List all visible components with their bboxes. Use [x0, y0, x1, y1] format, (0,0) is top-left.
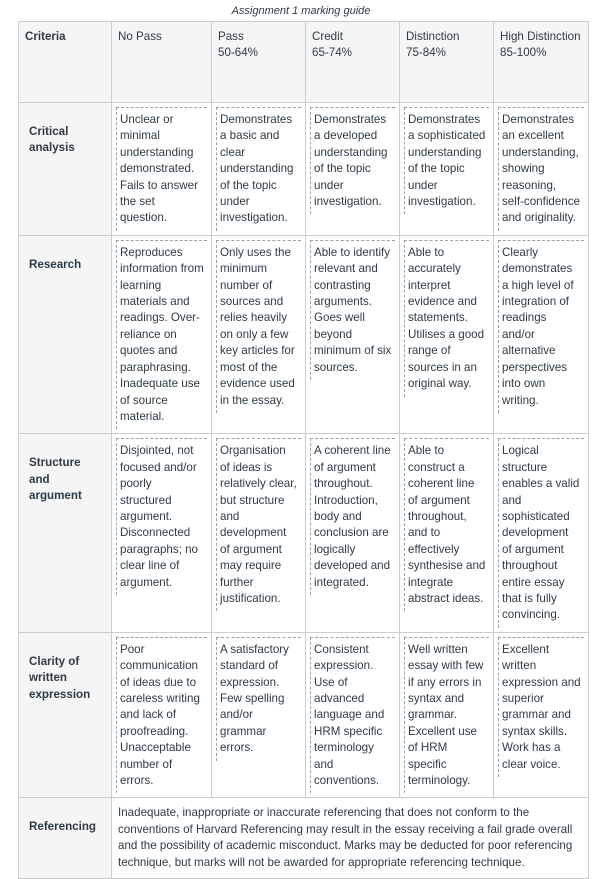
header-no-pass: [112, 22, 212, 103]
cell-text: Inadequate, inappropriate or inaccurate referencing that does not conform to the conventions of Harvard Referencing may result in the essay receiving a fail grade overall and the possibility of academic misconduct. Marks may be deducted for poor referencing technique, but marks will not be awarded for appropriate referencing technique.: [118, 806, 573, 869]
cell-text: Logical structure enables a valid and sophisticated development of argument throughout entire essay that is fully convincing.: [498, 438, 584, 627]
header-pass-range: 50-64%: [218, 46, 258, 60]
cell-text: Reproduces information from learning materials and readings. Over-reliance on quotes and paraphrasing. Inadequate use of source material.: [116, 240, 207, 429]
header-pass: [212, 22, 306, 103]
header-distinction-label: Distinction: [406, 30, 460, 43]
cell-text: A satisfactory standard of expression. Few spelling and/or grammar errors.: [216, 637, 301, 761]
cell-pass: [212, 103, 306, 236]
criterion-research: [19, 235, 112, 433]
table-row-critical-analysis: [19, 103, 589, 236]
cell-pass: [212, 632, 306, 798]
table-row-clarity-of-written-expression: [19, 632, 589, 798]
header-credit-range: 65-74%: [312, 46, 352, 60]
cell-text: Clearly demonstrates a high level of integration of readings and/or alternative perspectives into own writing.: [498, 240, 584, 413]
cell-credit: [306, 632, 400, 798]
cell-distinction: [400, 235, 494, 433]
criterion-clarity-of-written-expression: [19, 632, 112, 798]
cell-distinction: [400, 103, 494, 236]
header-no-pass-label: No Pass: [118, 30, 162, 43]
criterion-critical-analysis: [19, 103, 112, 236]
cell-high-distinction: [494, 632, 589, 798]
cell-text: Able to construct a coherent line of argument throughout, and to effectively synthesise and integrate abstract ideas.: [404, 438, 489, 611]
table-row-research: [19, 235, 589, 433]
cell-text: Excellent written expression and superior grammar and syntax skills. Work has a clear voice.: [498, 637, 584, 777]
cell-high-distinction: [494, 103, 589, 236]
header-high-distinction: [494, 22, 589, 103]
criterion-structure-and-argument: [19, 434, 112, 632]
criterion-label: Research: [29, 257, 82, 271]
header-distinction-range: 75-84%: [406, 46, 446, 60]
cell-text: Demonstrates a developed understanding of the topic under investigation.: [310, 107, 395, 214]
cell-text: Unclear or minimal understanding demonstrated. Fails to answer the set question.: [116, 107, 207, 231]
marking-guide-table: [18, 21, 589, 879]
cell-pass: [212, 434, 306, 632]
table-row-referencing: [19, 798, 589, 879]
cell-credit: [306, 103, 400, 236]
cell-text: Able to accurately interpret evidence and statements. Utilises a good range of sources in an original way.: [404, 240, 489, 397]
criterion-label: Critical analysis: [29, 125, 75, 155]
cell-no-pass: [112, 235, 212, 433]
header-pass-label: Pass: [218, 30, 244, 43]
cell-credit: [306, 235, 400, 433]
criterion-label: Clarity of written expression: [29, 654, 91, 701]
cell-high-distinction: [494, 434, 589, 632]
cell-text: Organisation of ideas is relatively clear, but structure and development of argument may require further justification.: [216, 438, 301, 611]
cell-pass: [212, 235, 306, 433]
header-high-distinction-label: High Distinction: [500, 30, 581, 43]
cell-text: Disjointed, not focused and/or poorly structured argument. Disconnected paragraphs; no clear line of argument.: [116, 438, 207, 595]
header-credit-label: Credit: [312, 30, 343, 43]
cell-text: Poor communication of ideas due to careless writing and lack of proofreading. Unacceptable number of errors.: [116, 637, 207, 794]
header-row: [19, 22, 589, 103]
header-credit: [306, 22, 400, 103]
table-row-structure-and-argument: [19, 434, 589, 632]
cell-text: Demonstrates a sophisticated understanding of the topic under investigation.: [404, 107, 489, 214]
cell-no-pass: [112, 434, 212, 632]
cell-distinction: [400, 434, 494, 632]
criterion-label: Referencing: [29, 820, 97, 834]
cell-text: Well written essay with few if any errors in syntax and grammar. Excellent use of HRM specific terminology.: [404, 637, 489, 794]
cell-text: Demonstrates a basic and clear understanding of the topic under investigation.: [216, 107, 301, 231]
cell-referencing: [112, 798, 589, 879]
cell-distinction: [400, 632, 494, 798]
criterion-referencing: [19, 798, 112, 879]
cell-high-distinction: [494, 235, 589, 433]
cell-no-pass: [112, 103, 212, 236]
cell-text: Consistent expression. Use of advanced language and HRM specific terminology and conventions.: [310, 637, 395, 794]
header-criteria: Criteria: [19, 22, 112, 103]
cell-text: Demonstrates an excellent understanding, showing reasoning, self-confidence and originality.: [498, 107, 584, 231]
cell-text: Only uses the minimum number of sources and relies heavily on only a few key articles for most of the evidence used in the essay.: [216, 240, 301, 413]
criterion-label: Structure and argument: [29, 456, 82, 503]
cell-no-pass: [112, 632, 212, 798]
cell-text: Able to identify relevant and contrasting arguments. Goes well beyond minimum of six sources.: [310, 240, 395, 380]
cell-text: A coherent line of argument throughout. Introduction, body and conclusion are logically developed and integrated.: [310, 438, 395, 595]
cell-credit: [306, 434, 400, 632]
table-caption: Assignment 1 marking guide: [231, 5, 371, 17]
header-high-distinction-range: 85-100%: [500, 46, 547, 60]
header-distinction: [400, 22, 494, 103]
